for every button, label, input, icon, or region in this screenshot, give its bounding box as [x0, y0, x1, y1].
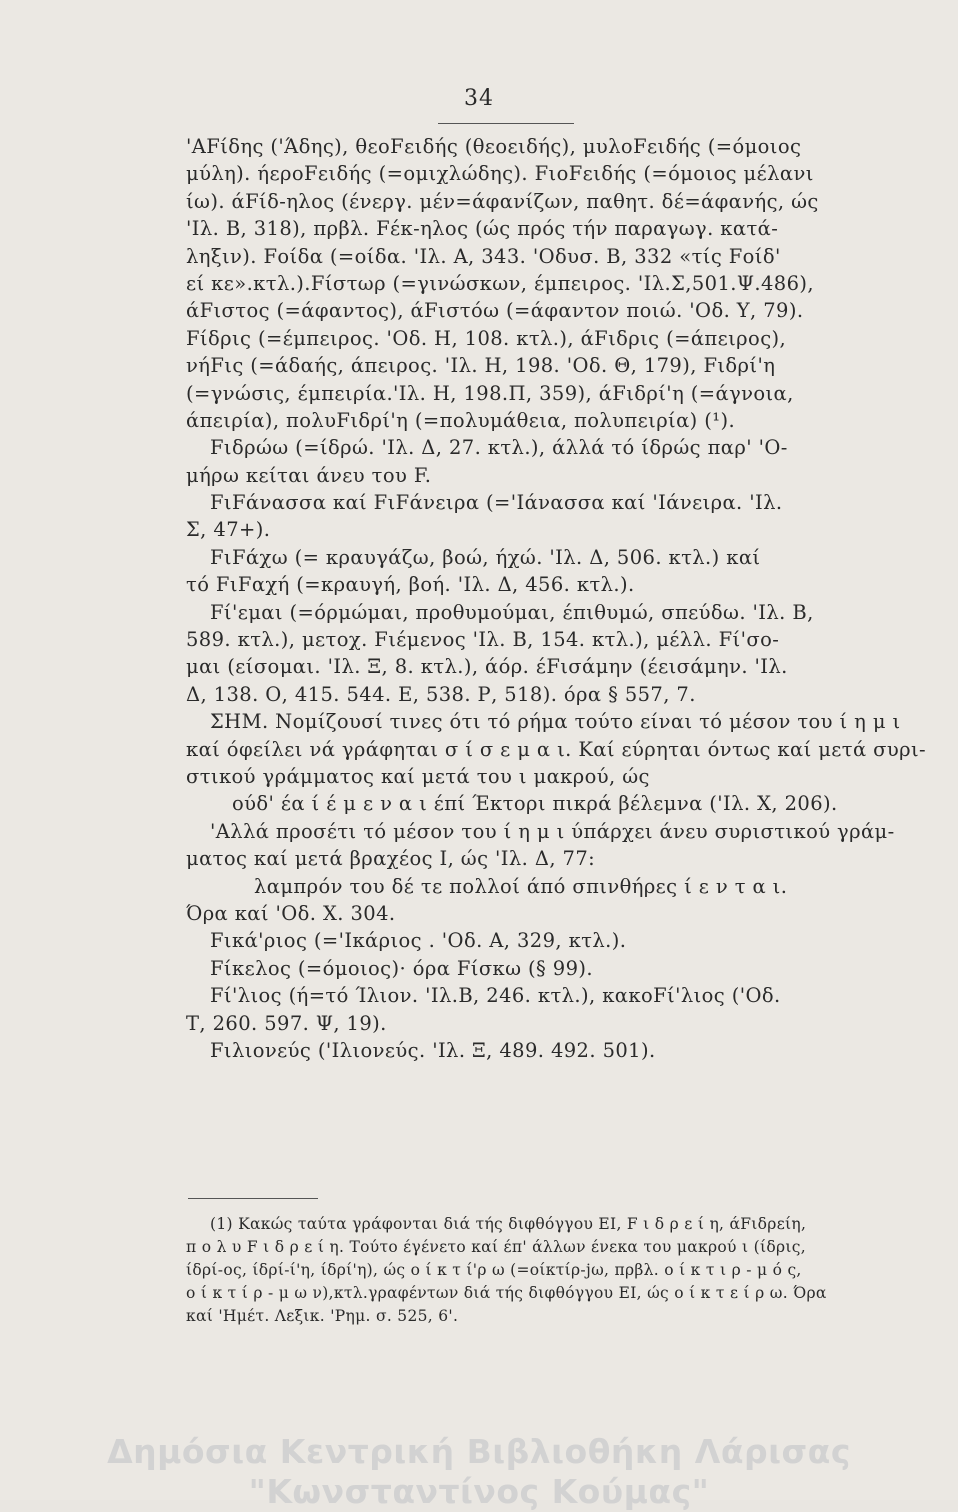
footnote-line: ο ί κ τ ί ρ - μ ω ν),κτλ.γραφέντων διά τής διφθόγγου ΕΙ, ώς ο ί κ τ ε ί ρ ω. Όρα — [186, 1284, 827, 1302]
text-line: ΣΗΜ. Νομίζουσί τινες ότι τό ρήμα τούτο είναι τό μέσον του ί η μ ι — [210, 710, 901, 734]
text-line: μαι (είσομαι. 'Ιλ. Ξ, 8. κτλ.), άόρ. έFισάμην (έεισάμην. 'Ιλ. — [186, 655, 788, 679]
text-line: Fί'λιος (ή=τό Ίλιον. 'Ιλ.Β, 246. κτλ.), κακοFί'λιος ('Οδ. — [210, 984, 781, 1008]
library-watermark — [0, 1432, 958, 1512]
page-number: 34 — [464, 86, 494, 111]
text-line: Fίκελος (=όμοιος)· όρα Fίσκω (§ 99). — [210, 956, 594, 980]
text-line: ματος καί μετά βραχέος Ι, ώς 'Ιλ. Δ, 77: — [186, 847, 596, 871]
footnote-line: (1) Κακώς ταύτα γράφονται διά τής διφθόγγου ΕΙ, F ι δ ρ ε ί η, άFιδρείη, — [210, 1215, 807, 1233]
text-line: Σ, 47+). — [186, 518, 271, 542]
text-line: ληξιν). Fοίδα (=οίδα. 'Ιλ. Α, 343. 'Οδυσ. Β, 332 «τίς Fοίδ' — [186, 244, 781, 268]
footnote-line: π ο λ υ F ι δ ρ ε ί η. Τούτο έγένετο καί έπ' άλλων ένεκα του μακρού ι (ίδρις, — [186, 1238, 806, 1256]
text-line: νήFις (=άδαής, άπειρος. 'Ιλ. Η, 198. 'Οδ. Θ, 179), Fιδρί'η — [186, 354, 776, 378]
text-line: Fιλιονεύς ('Ιλιονεύς. 'Ιλ. Ξ, 489. 492. 501). — [210, 1038, 656, 1062]
text-line: εί κε».κτλ.).Fίστωρ (=γινώσκων, έμπειρος. 'Ιλ.Σ,501.Ψ.486), — [186, 271, 815, 295]
text-line: άπειρία), πολυFιδρί'η (=πολυμάθεια, πολυπειρία) (¹). — [186, 408, 736, 432]
text-line: 589. κτλ.), μετοχ. Fιέμενος 'Ιλ. Β, 154. κτλ.), μέλλ. Fί'σο- — [186, 628, 780, 652]
text-line: καί όφείλει νά γράφηται σ ί σ ε μ α ι. Καί εύρηται όντως καί μετά συρι- — [186, 737, 927, 761]
text-line: Τ, 260. 597. Ψ, 19). — [186, 1011, 387, 1035]
text-line: FιFάχω (= κραυγάζω, βοώ, ήχώ. 'Ιλ. Δ, 506. κτλ.) καί — [210, 545, 761, 569]
text-line: ίω). άFίδ-ηλος (ένεργ. μέν=άφανίζων, παθητ. δέ=άφανής, ώς — [186, 189, 819, 213]
text-line: ούδ' έα ί έ μ ε ν α ι έπί Έκτορι πικρά βέλεμνα ('Ιλ. Χ, 206). — [232, 792, 838, 816]
text-line: Όρα καί 'Οδ. Χ. 304. — [186, 901, 396, 925]
text-line: λαμπρόν του δέ τε πολλοί άπό σπινθήρες ί ε ν τ α ι. — [254, 874, 788, 898]
text-line: FιFάνασσα καί FιFάνειρα (='Ιάνασσα καί 'Ιάνειρα. 'Ιλ. — [210, 491, 783, 515]
header-rule — [438, 123, 574, 124]
text-line: μήρω κείται άνευ του F. — [186, 463, 432, 487]
body-text — [186, 133, 927, 1064]
text-line: Fικά'ριος (='Ικάριος . 'Οδ. Α, 329, κτλ.). — [210, 929, 627, 953]
text-line: Fιδρώω (=ίδρώ. 'Ιλ. Δ, 27. κτλ.), άλλά τό ίδρώς παρ' 'Ο- — [210, 436, 788, 460]
footnote-line: ίδρί-ος, ίδρί-ί'η, ίδρί'η), ώς ο ί κ τ ί'ρ ω (=οίκτίρ-jω, πρβλ. ο ί κ τ ι ρ - μ ό ς, — [186, 1261, 802, 1279]
text-line: (=γνώσις, έμπειρία.'Ιλ. Η, 198.Π, 359), άFιδρί'η (=άγνοια, — [186, 381, 794, 405]
footnote-line: καί 'Ημέτ. Λεξικ. 'Ρημ. σ. 525, 6'. — [186, 1307, 459, 1325]
text-line: τό FιFαχή (=κραυγή, βοή. 'Ιλ. Δ, 456. κτλ.). — [186, 573, 635, 597]
text-line: στικού γράμματος καί μετά του ι μακρού, ώς — [186, 764, 650, 788]
text-line: μύλη). ήεροFειδής (=ομιχλώδης). FιοFειδής (=όμοιος μέλανι — [186, 162, 814, 186]
footnotes — [186, 1213, 834, 1328]
footnote-rule — [188, 1198, 318, 1199]
watermark-line: Δημόσια Κεντρική Βιβλιοθήκη Λάρισας — [107, 1432, 851, 1471]
text-line: Fίδρις (=έμπειρος. 'Οδ. Η, 108. κτλ.), άFιδρις (=άπειρος), — [186, 326, 787, 350]
text-line: 'Αλλά προσέτι τό μέσον του ί η μ ι ύπάρχει άνευ συριστικού γράμ- — [210, 819, 895, 843]
text-line: 'ΑFίδης ('Άδης), θεοFειδής (θεοειδής), μυλοFειδής (=όμοιος — [186, 135, 802, 158]
text-line: Δ, 138. Ο, 415. 544. Ε, 538. Ρ, 518). όρα § 557, 7. — [186, 682, 696, 706]
text-line: 'Ιλ. Β, 318), πρβλ. Fέκ-ηλος (ώς πρός τήν παραγωγ. κατά- — [186, 217, 779, 241]
text-line: άFιστος (=άφαντος), άFιστόω (=άφαντον ποιώ. 'Οδ. Υ, 79). — [186, 299, 804, 323]
watermark-line: "Κωνσταντίνος Κούμας" — [248, 1472, 710, 1511]
text-line: Fί'εμαι (=όρμώμαι, προθυμούμαι, έπιθυμώ, σπεύδω. 'Ιλ. Β, — [210, 600, 814, 624]
